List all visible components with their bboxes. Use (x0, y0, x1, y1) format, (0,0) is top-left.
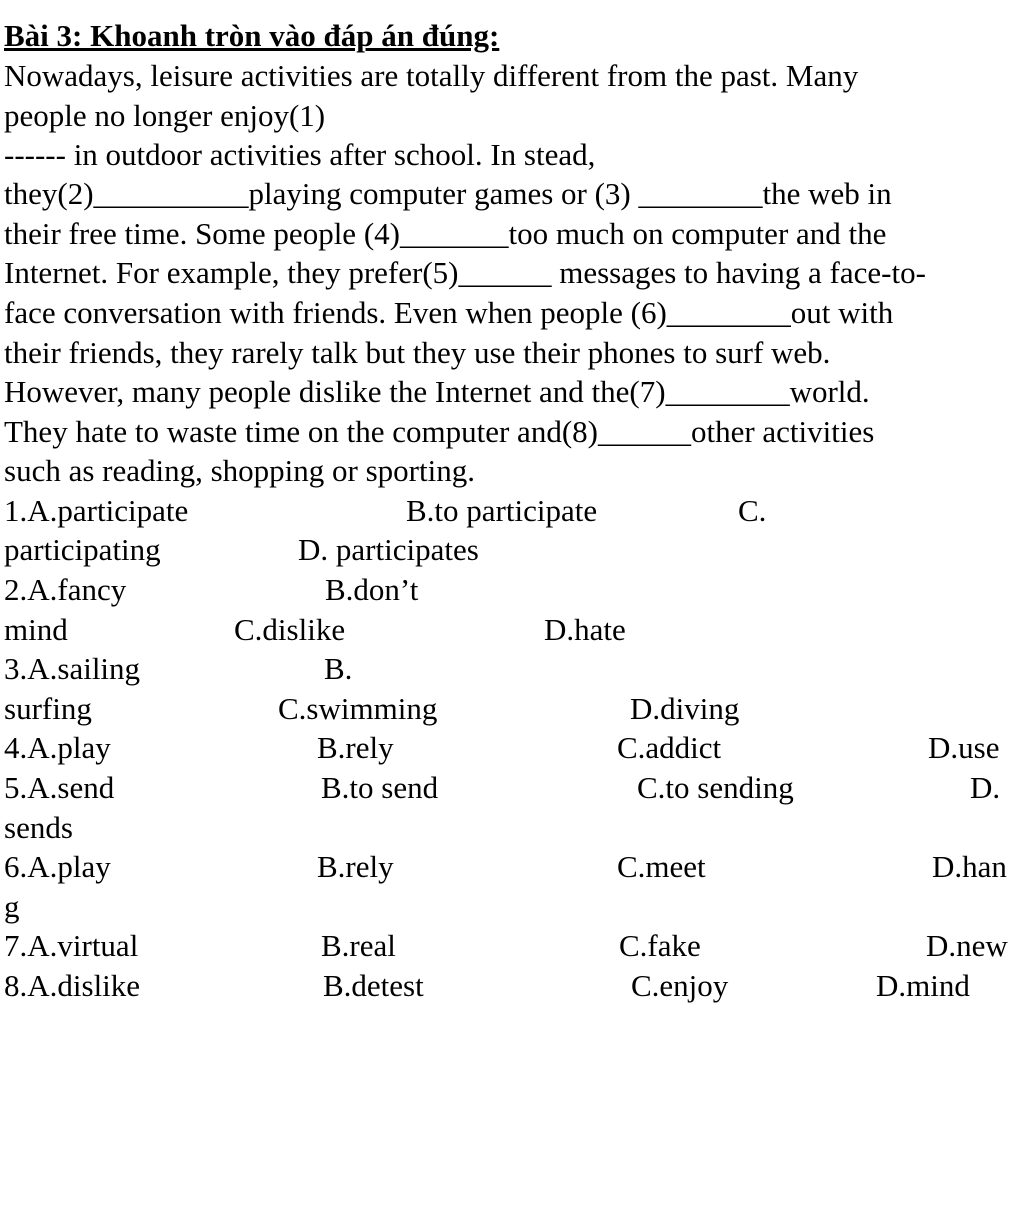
option-row-3-cont (4, 689, 740, 729)
option-6d[interactable]: D.han (932, 849, 1007, 884)
passage-line: they(2)__________playing computer games or (3) ________the web in (4, 176, 892, 211)
option-row-5-cont (4, 808, 73, 848)
passage-line: such as reading, shopping or sporting. (4, 453, 475, 488)
passage-line: face conversation with friends. Even when people (6)________out with (4, 295, 894, 330)
option-6d-cont[interactable]: g (4, 889, 20, 924)
option-7c[interactable]: C.fake (619, 928, 701, 963)
option-5d[interactable]: D. (970, 770, 1001, 805)
option-6a[interactable]: 6.A.play (4, 849, 111, 884)
option-8d[interactable]: D.mind (876, 968, 970, 1003)
option-row-4 (4, 728, 1000, 768)
passage-line: their friends, they rarely talk but they use their phones to surf web. (4, 335, 831, 370)
option-row-7 (4, 926, 1008, 966)
option-3b[interactable]: B. (324, 651, 353, 686)
option-row-6 (4, 847, 1007, 887)
option-4a[interactable]: 4.A.play (4, 730, 111, 765)
option-row-8 (4, 966, 970, 1006)
option-row-6-cont (4, 887, 35, 927)
option-3c[interactable]: C.swimming (278, 691, 438, 726)
option-1d[interactable]: D. participates (298, 532, 479, 567)
option-3a[interactable]: 3.A.sailing (4, 651, 141, 686)
option-row-1 (4, 491, 767, 531)
option-5d-cont[interactable]: sends (4, 810, 73, 845)
passage-line: Nowadays, leisure activities are totally different from the past. Many (4, 58, 859, 93)
option-7b[interactable]: B.real (321, 928, 396, 963)
option-4b[interactable]: B.rely (317, 730, 394, 765)
option-4c[interactable]: C.addict (617, 730, 722, 765)
option-6c[interactable]: C.meet (617, 849, 706, 884)
passage-line: Internet. For example, they prefer(5)______ messages to having a face-to- (4, 255, 926, 290)
option-7d[interactable]: D.new (926, 928, 1008, 963)
option-1c[interactable]: C. (738, 493, 767, 528)
option-1b[interactable]: B.to participate (406, 493, 598, 528)
option-2c[interactable]: C.dislike (234, 612, 346, 647)
option-2b-cont[interactable]: mind (4, 612, 68, 647)
option-5b[interactable]: B.to send (321, 770, 439, 805)
exercise-title: Bài 3: Khoanh tròn vào đáp án đúng: (4, 18, 500, 53)
option-8b[interactable]: B.detest (323, 968, 424, 1003)
passage-line: They hate to waste time on the computer and(8)______other activities (4, 414, 875, 449)
option-4d[interactable]: D.use (928, 730, 1000, 765)
option-5a[interactable]: 5.A.send (4, 770, 115, 805)
option-row-5 (4, 768, 1001, 808)
passage-line: their free time. Some people (4)_______too much on computer and the (4, 216, 887, 251)
option-6b[interactable]: B.rely (317, 849, 394, 884)
option-8c[interactable]: C.enjoy (631, 968, 729, 1003)
option-1c-cont[interactable]: participating (4, 532, 161, 567)
passage-line: ------ in outdoor activities after school. In stead, (4, 137, 596, 172)
passage-line: people no longer enjoy(1) (4, 98, 326, 133)
option-5c[interactable]: C.to sending (637, 770, 794, 805)
option-3b-cont[interactable]: surfing (4, 691, 92, 726)
option-3d[interactable]: D.diving (630, 691, 740, 726)
option-2b[interactable]: B.don’t (325, 572, 419, 607)
option-row-2 (4, 570, 419, 610)
option-2a[interactable]: 2.A.fancy (4, 572, 127, 607)
option-7a[interactable]: 7.A.virtual (4, 928, 139, 963)
option-row-2-cont (4, 610, 626, 650)
option-2d[interactable]: D.hate (544, 612, 626, 647)
passage-line: However, many people dislike the Internet and the(7)________world. (4, 374, 870, 409)
option-row-1-cont (4, 530, 479, 570)
option-8a[interactable]: 8.A.dislike (4, 968, 141, 1003)
option-1a[interactable]: 1.A.participate (4, 493, 189, 528)
option-row-3 (4, 649, 353, 689)
